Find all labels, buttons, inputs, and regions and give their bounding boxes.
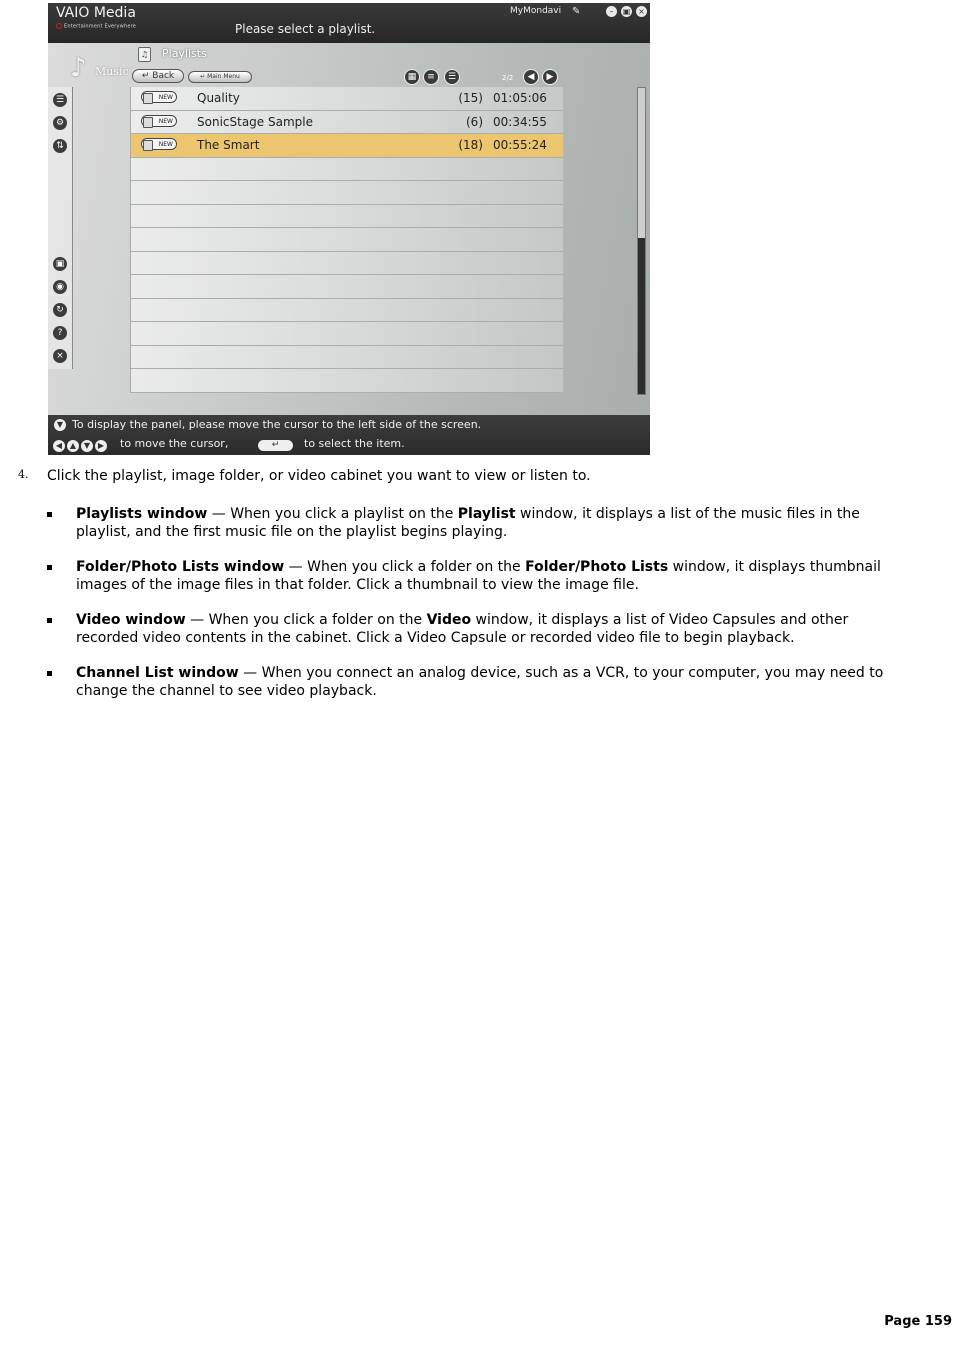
playlist-row[interactable] [131,111,563,135]
track-count: (18) [458,138,483,152]
brand-label: MyMondavi [510,6,562,16]
sort-icon[interactable]: ⇅ [53,139,67,153]
close-icon[interactable]: × [636,6,647,17]
bullet-text: — When you click a playlist on the [207,506,458,522]
prompt-text: Please select a playlist. [235,22,376,36]
new-badge [141,91,177,103]
record-icon[interactable]: ◉ [53,280,67,294]
playlist-name: Quality [197,91,240,105]
arrow-up-icon: ▲ [67,440,79,452]
next-page-icon[interactable]: ▶ [542,69,558,85]
playlist-row-selected[interactable] [131,134,563,158]
bullet-list [47,506,907,718]
app-tagline [56,23,136,30]
help-text-move: to move the cursor, [120,437,229,450]
bullet-square-icon [47,512,52,517]
bullet-text: — When you click a folder on the [284,559,526,575]
bullet-square-icon [47,671,52,676]
new-badge-text: NEW [158,141,173,148]
bullet-text: window, it displays a list of Video Capsules and other recorded video contents in the cabinet. Click a Video Capsule or recorded video file to begin playback. [76,612,849,646]
step-text: Click the playlist, image folder, or video cabinet you want to view or listen to. [47,468,591,484]
track-count: (15) [458,91,483,105]
restore-icon[interactable]: ▣ [622,7,631,16]
title-bar [48,3,650,43]
scrollbar[interactable] [637,87,646,395]
empty-row [131,252,563,276]
playlist-duration: 00:34:55 [493,114,547,129]
bullet-text: window, it displays thumbnail images of the image files in that folder. Click a thumbnail to view the image file. [76,559,881,593]
section-label: Music [95,65,129,78]
app-logo: VAIO Media [56,5,136,21]
bullet-term: Video window [76,612,186,628]
playlist-file-icon [143,140,153,151]
empty-row [131,205,563,229]
grid-view-icon[interactable]: ▦ [404,69,420,85]
help-bar [48,415,650,455]
bullet-item [47,665,907,700]
empty-row [131,322,563,346]
playlist-icon: ♫ [138,47,151,62]
empty-row [131,299,563,323]
exit-icon[interactable]: × [53,349,67,363]
playlist-row[interactable] [131,87,563,111]
info-icon: ▼ [54,419,66,431]
page-indicator: 2/2 [502,74,514,82]
empty-row [131,346,563,370]
main-menu-label: Main Menu [207,73,240,80]
breadcrumb: Playlists [162,47,207,60]
new-badge-text: NEW [158,117,173,125]
help-text-panel: To display the panel, please move the cursor to the left side of the screen. [72,418,482,431]
new-badge [141,138,177,150]
bullet-square-icon [47,618,52,623]
bullet-term: Channel List window [76,665,239,681]
bullet-item [47,559,907,594]
prev-page-icon[interactable]: ◀ [523,69,539,85]
arrow-down-icon: ▼ [81,440,93,452]
window-icon[interactable]: ▣ [53,257,67,271]
playlist-duration: 00:55:24 [493,138,547,152]
main-menu-button[interactable]: ↵ Main Menu [188,71,252,83]
brand-icon: ✎ [572,6,581,17]
minimize-icon[interactable]: – [606,6,617,17]
playlist-list [130,87,563,393]
new-badge-text: NEW [158,94,173,101]
content-area [48,43,650,415]
enter-key-icon: ↵ [258,440,293,451]
music-note-icon: ♪ [70,53,87,83]
vaio-media-screenshot [48,3,650,455]
bullet-item [47,506,907,541]
scrollbar-thumb[interactable] [638,238,645,394]
page-number: Page 159 [884,1314,952,1329]
app-tagline-text: Entertainment Everywhere [64,23,137,30]
empty-row [131,181,563,205]
back-label: Back [152,71,175,81]
list-detail-view-icon[interactable]: ≡ [423,69,439,85]
bullet-term-inline: Video [426,612,472,628]
arrow-left-icon: ◀ [53,440,65,452]
empty-row [131,275,563,299]
side-panel [48,87,73,369]
settings-icon[interactable]: ⚙ [53,116,67,130]
empty-row [131,228,563,252]
bullet-term: Folder/Photo Lists window [76,559,285,575]
track-count: (6) [466,114,483,129]
step-number: 4. [18,468,29,481]
help-icon[interactable]: ? [53,326,67,340]
empty-row [131,158,563,182]
playlist-name: The Smart [197,138,260,152]
bullet-text: — When you click a folder on the [185,612,427,628]
playlist-file-icon [143,117,153,128]
bullet-square-icon [47,565,52,570]
bullet-text: window, it displays a list of the music files in the playlist, and the first music file on the playlist begins playing. [76,506,860,540]
playlist-name: SonicStage Sample [197,114,313,129]
refresh-icon[interactable]: ↻ [53,303,67,317]
menu-icon[interactable]: ☰ [53,93,67,107]
bullet-term-inline: Folder/Photo Lists [525,559,669,575]
bullet-term-inline: Playlist [457,506,516,522]
bullet-text: — When you connect an analog device, such as a VCR, to your computer, you may need to change the channel to see video playback. [76,665,884,699]
help-text-select: to select the item. [304,437,405,450]
list-view-icon[interactable]: ☰ [444,69,460,85]
arrow-right-icon: ▶ [95,440,107,452]
empty-row [131,369,563,393]
logo-dot-icon [56,23,62,29]
bullet-term: Playlists window [76,506,208,522]
playlist-duration: 01:05:06 [493,91,547,105]
new-badge [141,115,177,127]
back-button[interactable]: ↵ Back [132,69,184,83]
playlist-file-icon [143,93,153,104]
bullet-item [47,612,907,647]
